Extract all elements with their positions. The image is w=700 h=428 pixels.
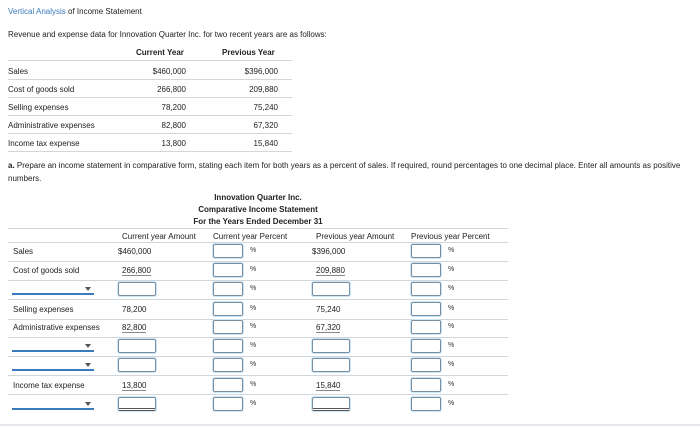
row-previous-selling: 75,240 [253,103,278,112]
percent-sign: % [448,361,455,368]
percent-sign: % [448,381,455,388]
chevron-down-icon [85,363,91,367]
stmt-prev-sales: $396,000 [312,247,346,256]
row-previous-sales: $396,000 [244,67,278,76]
row-divider [8,356,508,357]
cur-percent-input-sales[interactable] [213,244,243,258]
row-label-tax: Income tax expense [8,139,80,148]
cur-amount-input-4[interactable] [118,397,156,411]
row-divider [8,151,292,152]
row-label-admin: Administrative expenses [8,121,95,130]
percent-sign: % [250,305,257,312]
bottom-divider [0,424,700,426]
percent-sign: % [448,323,455,330]
row-divider [8,375,508,376]
stmt-prev-admin: 67,320 [316,323,341,332]
prev-percent-input-4[interactable] [411,397,441,411]
page-title [8,7,142,16]
chevron-down-icon [85,344,91,348]
percent-sign: % [250,381,257,388]
title-link[interactable]: Vertical Analysis [8,7,66,16]
percent-sign: % [250,323,257,330]
instruction-prefix: a. [8,161,15,170]
prev-percent-input-1[interactable] [411,282,441,296]
prev-percent-input-3[interactable] [411,358,441,372]
row-divider [8,133,292,134]
cur-amount-input-2[interactable] [118,339,156,353]
cur-percent-input-2[interactable] [213,339,243,353]
row-previous-tax: 15,840 [253,139,278,148]
prev-percent-input-tax[interactable] [411,378,441,392]
col-previous-year: Previous Year [222,48,275,57]
prev-percent-input-2[interactable] [411,339,441,353]
stmt-label-selling: Selling expenses [13,305,74,314]
prev-percent-input-admin[interactable] [411,320,441,334]
cur-percent-input-selling[interactable] [213,302,243,316]
line-item-dropdown-1[interactable] [12,283,94,295]
cur-percent-input-1[interactable] [213,282,243,296]
line-item-dropdown-4[interactable] [12,398,94,410]
line-item-dropdown-3[interactable] [12,359,94,371]
col-prev-percent: Previous year Percent [411,232,490,241]
percent-sign: % [448,285,455,292]
statement-heading-divider [8,228,508,229]
cur-percent-input-cogs[interactable] [213,263,243,277]
cur-percent-input-admin[interactable] [213,320,243,334]
prev-percent-input-selling[interactable] [411,302,441,316]
stmt-label-admin: Administrative expenses [13,323,100,332]
stmt-cur-tax: 13,800 [122,381,147,390]
cur-percent-input-3[interactable] [213,358,243,372]
stmt-prev-selling: 75,240 [316,305,341,314]
col-cur-percent: Current year Percent [213,232,288,241]
percent-sign: % [448,342,455,349]
prev-amount-input-3[interactable] [312,358,350,372]
stmt-label-tax: Income tax expense [13,381,85,390]
percent-sign: % [250,400,257,407]
stmt-prev-cogs: 209,880 [316,266,345,275]
instruction-body: Prepare an income statement in comparative form, stating each item for both years as a percent of sales. If required, round percentages to one decimal place. Enter all amounts as positive numbers. [8,161,681,183]
percent-sign: % [250,361,257,368]
row-divider [8,394,508,395]
row-divider [8,261,508,262]
intro-text: Revenue and expense data for Innovation Quarter Inc. for two recent years are as follows: [8,30,327,39]
statement-company: Innovation Quarter Inc. [214,193,302,202]
chevron-down-icon [85,402,91,406]
line-item-dropdown-2[interactable] [12,340,94,352]
chevron-down-icon [85,287,91,291]
row-divider [8,97,292,98]
row-label-selling: Selling expenses [8,103,69,112]
stmt-cur-selling: 78,200 [122,305,147,314]
stmt-label-cogs: Cost of goods sold [13,266,80,275]
instruction-text [8,159,698,185]
row-divider [8,79,292,80]
row-divider [8,115,292,116]
row-current-selling: 78,200 [161,103,186,112]
prev-amount-input-4[interactable] [312,397,350,411]
percent-sign: % [448,305,455,312]
col-current-year: Current Year [136,48,184,57]
percent-sign: % [448,400,455,407]
col-cur-amount: Current year Amount [122,232,196,241]
header-divider [8,60,292,61]
statement-period: For the Years Ended December 31 [193,217,323,226]
stmt-cur-cogs: 266,800 [122,266,151,275]
percent-sign: % [250,247,257,254]
row-current-sales: $460,000 [152,67,186,76]
statement-name: Comparative Income Statement [198,205,318,214]
prev-amount-input-2[interactable] [312,339,350,353]
row-previous-cogs: 209,880 [249,85,278,94]
stmt-prev-tax: 15,840 [316,381,341,390]
percent-sign: % [448,247,455,254]
title-rest: of Income Statement [65,7,142,16]
cur-amount-input-1[interactable] [118,282,156,296]
stmt-cur-sales: $460,000 [118,247,152,256]
row-current-tax: 13,800 [161,139,186,148]
percent-sign: % [250,285,257,292]
stmt-label-sales: Sales [13,247,34,256]
row-divider [8,299,508,300]
column-header-divider [8,242,508,243]
cur-percent-input-4[interactable] [213,397,243,411]
prev-percent-input-sales[interactable] [411,244,441,258]
percent-sign: % [250,342,257,349]
percent-sign: % [250,266,257,273]
row-current-cogs: 266,800 [157,85,186,94]
percent-sign: % [448,266,455,273]
row-label-cogs: Cost of goods sold [8,85,75,94]
row-current-admin: 82,800 [161,121,186,130]
row-previous-admin: 67,320 [253,121,278,130]
cur-amount-input-3[interactable] [118,358,156,372]
row-divider [8,280,508,281]
stmt-cur-admin: 82,800 [122,323,147,332]
cur-percent-input-tax[interactable] [213,378,243,392]
row-divider [8,337,508,338]
prev-amount-input-1[interactable] [312,282,350,296]
row-label-sales: Sales [8,67,29,76]
prev-percent-input-cogs[interactable] [411,263,441,277]
col-prev-amount: Previous year Amount [316,232,395,241]
